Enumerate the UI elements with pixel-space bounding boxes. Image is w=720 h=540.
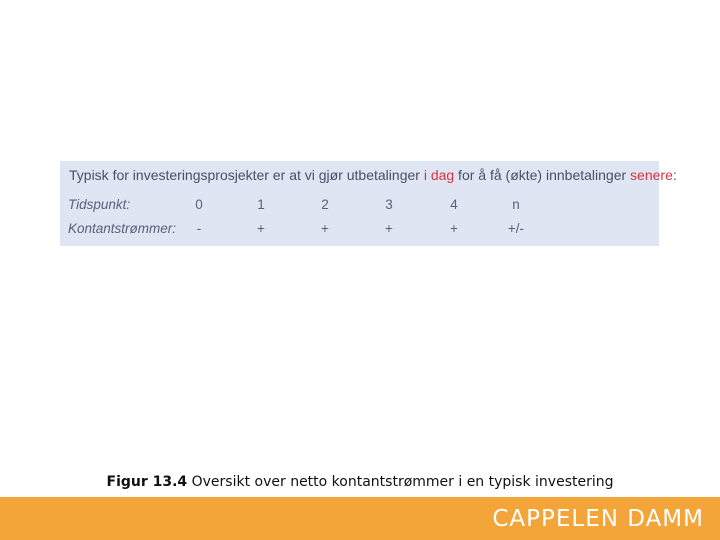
publisher-logo: CAPPELEN DAMM (492, 506, 704, 532)
timepoint-cell: 2 (321, 197, 329, 212)
figure-number: Figur 13.4 (106, 474, 188, 490)
cashflow-row (60, 221, 659, 241)
timepoint-cell: 4 (450, 197, 458, 212)
timepoint-cell: 3 (385, 197, 393, 212)
cashflow-cell: + (257, 221, 265, 236)
cashflow-cell: + (385, 221, 393, 236)
timepoint-label: Tidspunkt: (68, 197, 131, 212)
cashflow-panel (60, 161, 677, 246)
figure-caption-text: Oversikt over netto kontantstrømmer i en typisk investering (187, 474, 614, 490)
figure-caption (0, 474, 720, 490)
timepoint-cell: n (512, 197, 520, 212)
intro-highlight-today: i dag (423, 167, 455, 183)
cashflow-cell: + (321, 221, 329, 236)
intro-part-2: for å få (økte) innbetalinger (454, 167, 631, 183)
intro-part-3: : (672, 167, 677, 183)
intro-part-1: Typisk for investeringsprosjekter er at vi gjør utbetalinger (69, 167, 424, 183)
cashflow-cell: + (450, 221, 458, 236)
cashflow-cell: +/- (507, 221, 525, 236)
intro-highlight-later: senere (630, 167, 673, 183)
timepoint-cell: 0 (195, 197, 203, 212)
cashflow-cell: - (196, 221, 202, 236)
timepoint-cell: 1 (257, 197, 265, 212)
timepoint-row (60, 197, 659, 217)
footer-bar (0, 497, 720, 540)
cashflow-label: Kontantstrømmer: (68, 221, 177, 236)
intro-text (69, 167, 677, 183)
